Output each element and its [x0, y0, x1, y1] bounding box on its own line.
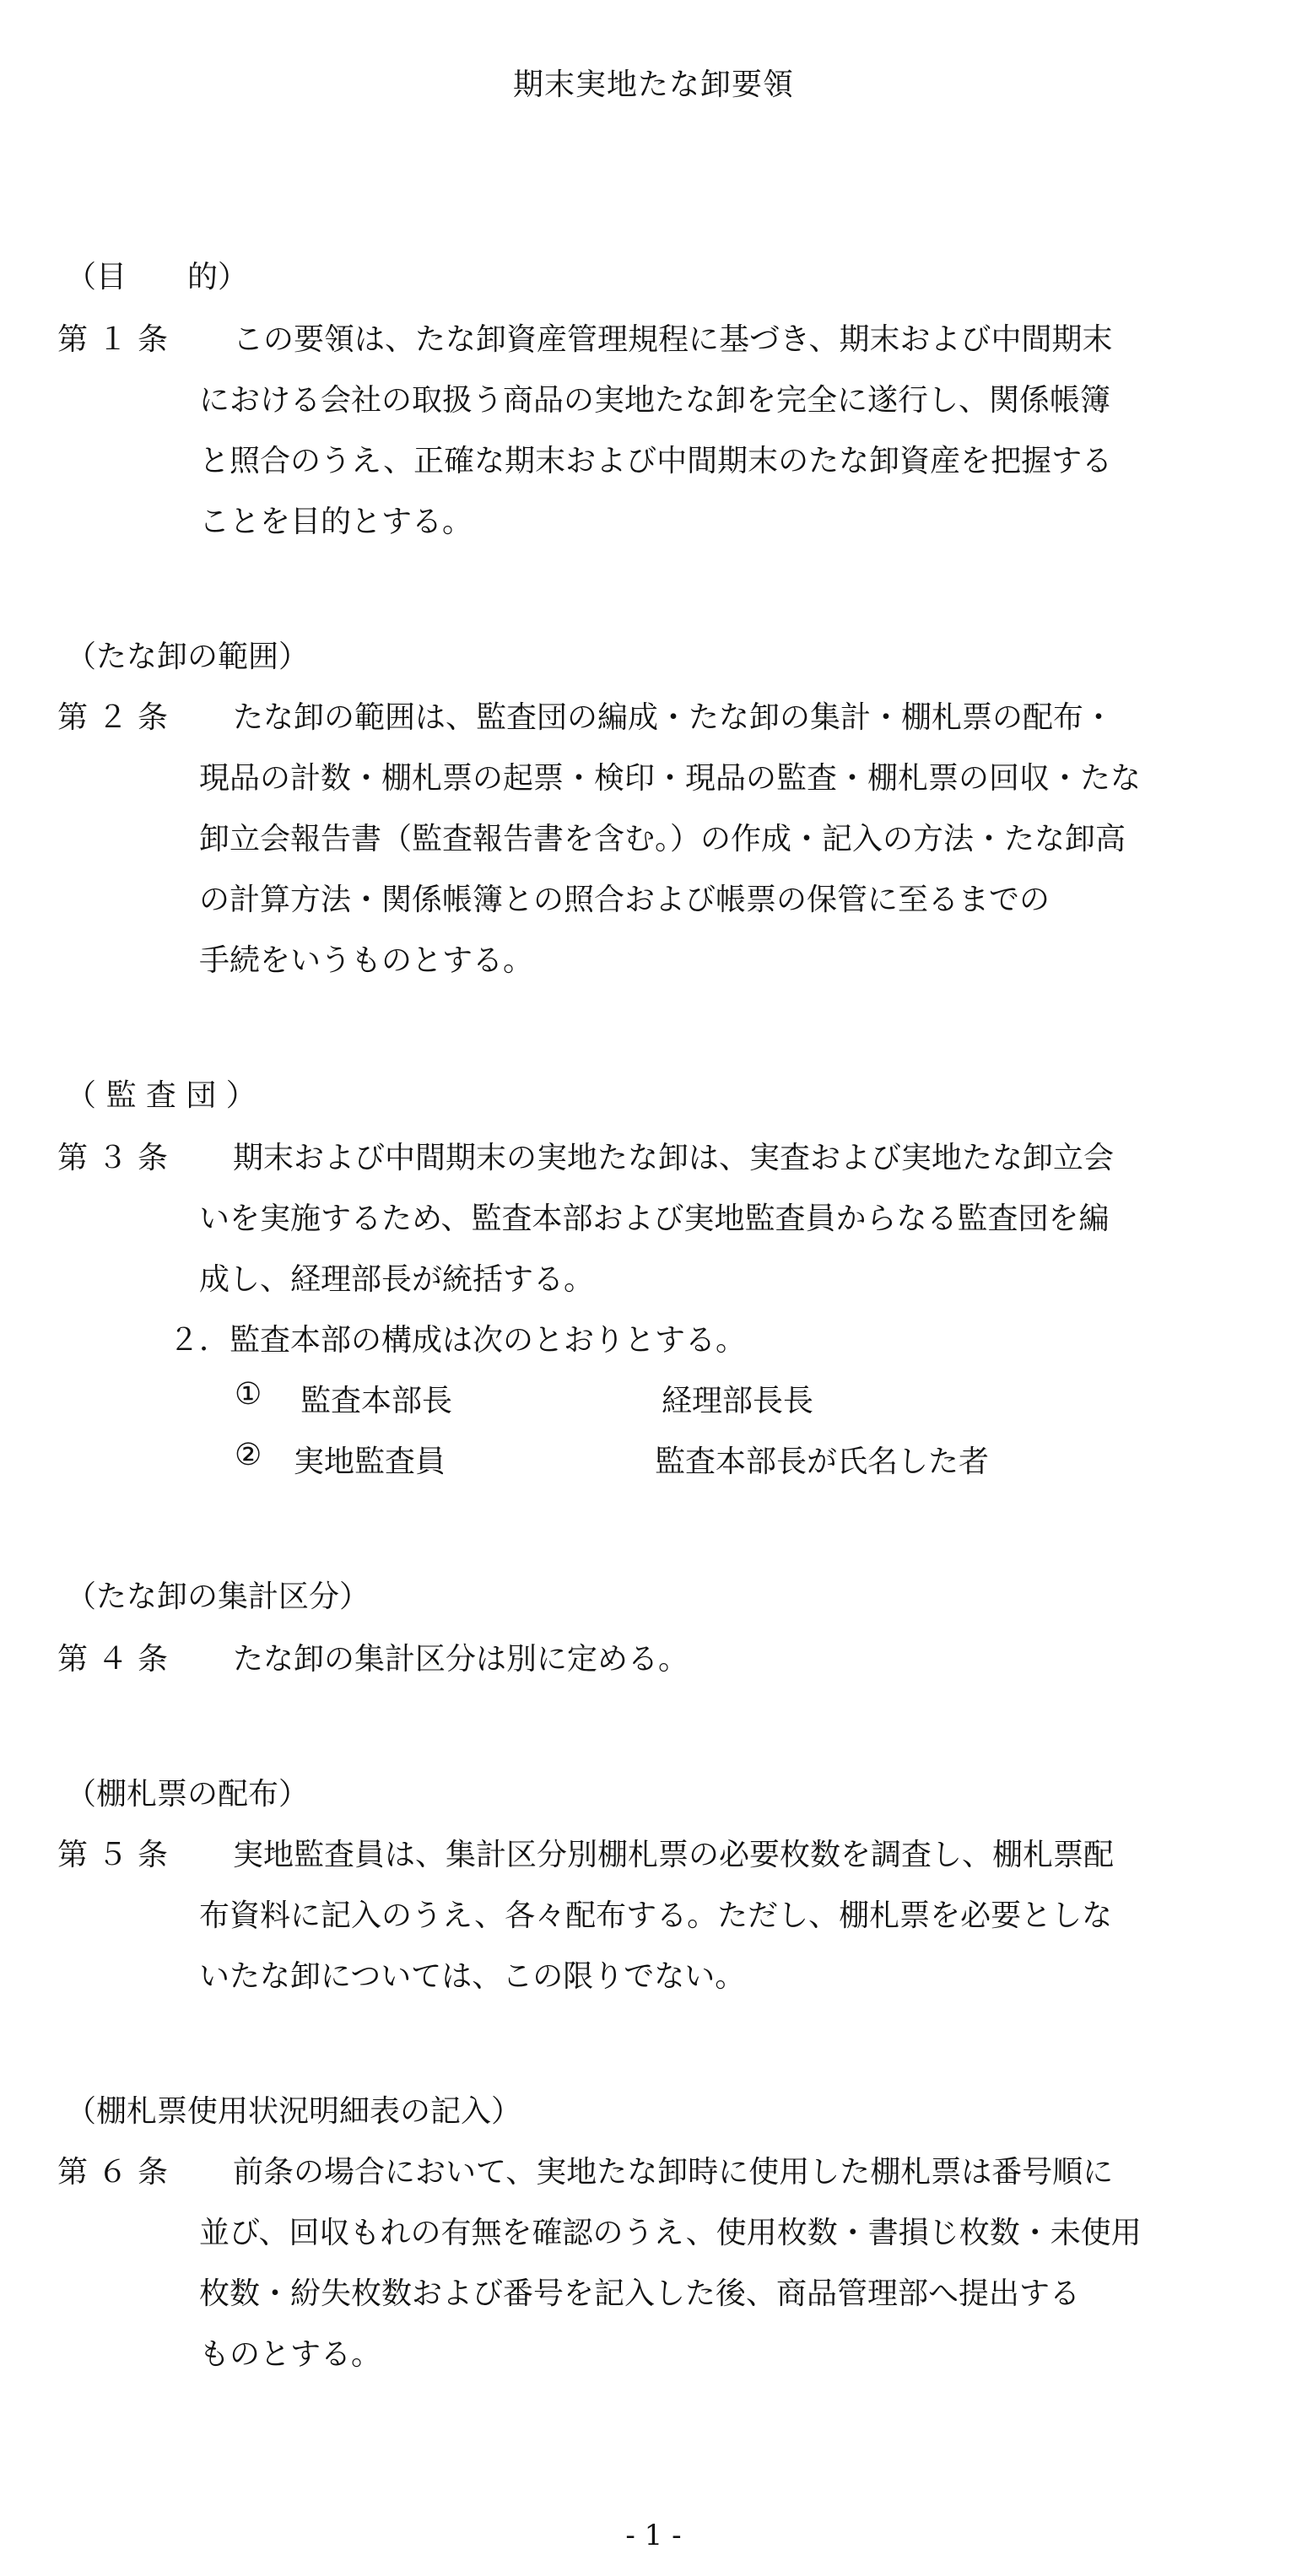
- article-1-number: 第 １ 条: [57, 322, 168, 357]
- article-3-item-1-mark: ①: [235, 1377, 262, 1412]
- article-2-line-2: 現品の計数・棚札票の起票・検印・現品の監査・棚札票の回収・たな: [199, 761, 1142, 796]
- article-1-heading: （目 的）: [66, 260, 249, 294]
- article-2-line-4: の計算方法・関係帳簿との照合および帳票の保管に至るまでの: [199, 883, 1050, 917]
- article-3-paragraph-2: ２．監査本部の構成は次のとおりとする。: [169, 1323, 747, 1358]
- article-5-heading: （棚札票の配布）: [66, 1777, 310, 1812]
- article-1-line-3: と照合のうえ、正確な期末および中間期末のたな卸資産を把握する: [199, 444, 1113, 478]
- article-5-line-1: 実地監査員は、集計区分別棚札票の必要枚数を調査し、棚札票配: [233, 1838, 1115, 1872]
- article-4-number: 第 ４ 条: [57, 1642, 168, 1677]
- article-3-item-1-value: 経理部長長: [662, 1384, 814, 1418]
- article-4-line-1: たな卸の集計区分は別に定める。: [233, 1642, 689, 1677]
- article-6-line-1: 前条の場合において、実地たな卸時に使用した棚札票は番号順に: [233, 2155, 1114, 2190]
- article-5-line-3: いたな卸については、この限りでない。: [199, 1959, 746, 1994]
- article-2-line-3: 卸立会報告書（監査報告書を含む。）の作成・記入の方法・たな卸高: [199, 822, 1126, 856]
- article-6-number: 第 ６ 条: [57, 2155, 168, 2190]
- article-5-line-2: 布資料に記入のうえ、各々配布する。ただし、棚札票を必要としな: [199, 1898, 1113, 1933]
- article-6-line-3: 枚数・紛失枚数および番号を記入した後、商品管理部へ提出する: [199, 2276, 1081, 2311]
- article-2-number: 第 ２ 条: [57, 700, 168, 735]
- article-6-heading: （棚札票使用状況明細表の記入）: [66, 2094, 522, 2129]
- article-6-line-4: ものとする。: [199, 2337, 382, 2372]
- article-2-heading: （たな卸の範囲）: [66, 640, 310, 674]
- article-2-line-1: たな卸の範囲は、監査団の編成・たな卸の集計・棚札票の配布・: [233, 700, 1115, 735]
- article-1-line-1: この要領は、たな卸資産管理規程に基づき、期末および中間期末: [233, 322, 1113, 357]
- article-3-line-2: いを実施するため、監査本部および実地監査員からなる監査団を編: [199, 1202, 1110, 1236]
- article-6-line-2: 並び、回収もれの有無を確認のうえ、使用枚数・書損じ枚数・未使用: [199, 2216, 1142, 2250]
- article-4-heading: （たな卸の集計区分）: [66, 1580, 370, 1614]
- article-3-item-1-name: 監査本部長: [300, 1384, 453, 1418]
- article-3-item-2-name: 実地監査員: [294, 1445, 446, 1479]
- article-3-number: 第 ３ 条: [57, 1141, 168, 1175]
- article-3-heading: （ 監 査 団 ）: [66, 1078, 257, 1113]
- article-3-item-2-mark: ②: [235, 1438, 262, 1472]
- article-3-line-3: 成し、経理部長が統括する。: [199, 1262, 595, 1297]
- document-title: 期末実地たな卸要領: [512, 68, 794, 102]
- article-1-line-2: における会社の取扱う商品の実地たな卸を完全に遂行し、関係帳簿: [199, 383, 1111, 418]
- article-3-item-2-value: 監査本部長が氏名した者: [655, 1445, 990, 1479]
- article-5-number: 第 ５ 条: [57, 1838, 168, 1872]
- article-2-line-5: 手続をいうものとする。: [199, 943, 534, 978]
- page-number: - 1 -: [625, 2519, 682, 2552]
- article-3-line-1: 期末および中間期末の実地たな卸は、実査および実地たな卸立会: [233, 1141, 1115, 1175]
- article-1-line-4: ことを目的とする。: [199, 505, 473, 539]
